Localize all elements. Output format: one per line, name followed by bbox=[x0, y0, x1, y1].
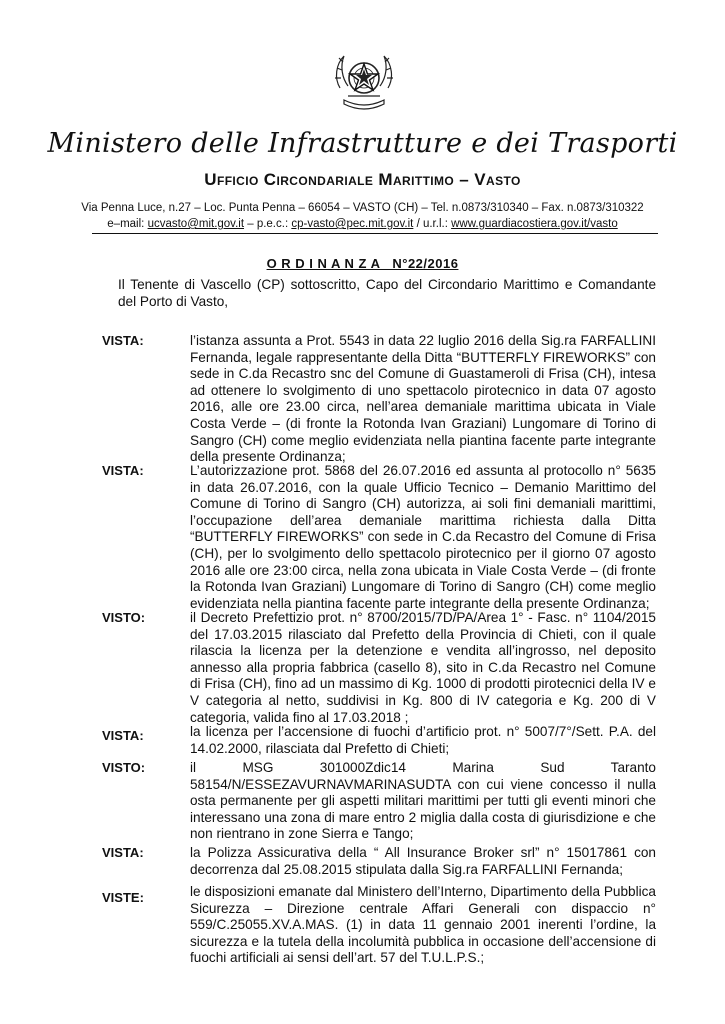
url-label: / u.r.l.: bbox=[413, 218, 452, 230]
recital-label: VISTA: bbox=[102, 463, 144, 478]
office-contacts bbox=[0, 200, 725, 232]
address-line: Via Penna Luce, n.27 – Loc. Punta Penna – 66054 – VASTO (CH) – Tel. n.0873/310340 – Fax. n.0873/310322 bbox=[81, 202, 644, 214]
contact-line bbox=[0, 216, 725, 232]
pec-label: – p.e.c.: bbox=[244, 218, 292, 230]
recital-label: VISTA: bbox=[102, 333, 144, 348]
recital-text: l’istanza assunta a Prot. 5543 in data 22 luglio 2016 della Sig.ra FARFALLINI Fernanda, legale rappresentante della Ditta “BUTTERFLY FIREWORKS” con sede in C.da Recastro snc del Comune di Guastameroli di Frisa (CH), intesa ad ottenere lo svolgimento di uno spettacolo pirotecnico in data 07 agosto 2016, alle ore 23.00 circa, nell’area demaniale marittima ubicata in Viale Costa Verde – (di fronte la Rotonda Ivan Graziani) Lungomare di Torino di Sangro (CH) come meglio evidenziata nella piantina facente parte integrante della presente Ordinanza; bbox=[190, 333, 656, 465]
email-link[interactable]: ucvasto@mit.gov.it bbox=[147, 218, 245, 230]
recital-text: L’autorizzazione prot. 5868 del 26.07.2016 ed assunta al protocollo n° 5635 in data 26.07.2016, con la quale Ufficio Tecnico – Demanio Marittimo del Comune di Torino di Sangro (CH) autorizza, ai soli fini demaniali marittimi, l’occupazione dell’area demaniale marittima richiesta dalla Ditta “BUTTERFLY FIREWORKS” con sede in C.da Recastro del Comune di Frisa (CH), per lo svolgimento dello spettacolo pirotecnico per il giorno 07 agosto 2016 alle ore 23:00 circa, nella zona ubicata in Viale Costa Verde – (di fronte la Rotonda Ivan Graziani) Lungomare di Torino di Sangro (CH) come meglio evidenziata nella piantina facente parte integrante della presente Ordinanza; bbox=[190, 463, 656, 611]
recital-text: la licenza per l’accensione di fuochi d’artificio prot. n° 5007/7°/Sett. P.A. del 14.02.2000, rilasciata dal Prefetto di Chieti; bbox=[190, 724, 656, 756]
website-link[interactable]: www.guardiacostiera.gov.it/vasto bbox=[451, 218, 618, 230]
recital-text: la Polizza Assicurativa della “ All Insurance Broker srl” n° 15017861 con decorrenza dal 25.08.2015 stipulata dalla Sig.ra FARFALLINI Fernanda; bbox=[190, 845, 656, 877]
recital-label: VISTA: bbox=[102, 728, 144, 743]
email-label: e–mail: bbox=[107, 218, 148, 230]
recital-text: le disposizioni emanate dal Ministero dell’Interno, Dipartimento della Pubblica Sicurezza – Direzione centrale Affari Generali con dispaccio n° 559/C.25055.XV.A.MAS. (1) in data 11 gennaio 2001 inerenti l’ordine, la sicurezza e la tutela della incolumità pubblica in occasione dell’accensione di fuochi artificiali ai sensi dell’art. 57 del T.U.L.P.S.; bbox=[190, 884, 656, 966]
recital-label: VISTE: bbox=[102, 890, 144, 905]
ordinance-title-text: O R D I N A N Z A N°22/2016 bbox=[266, 256, 459, 271]
recital-label: VISTO: bbox=[102, 610, 146, 625]
intro-text: Il Tenente di Vascello (CP) sottoscritto, Capo del Circondario Marittimo e Comandante del Porto di Vasto, bbox=[118, 277, 656, 309]
recital-label: VISTA: bbox=[102, 845, 144, 860]
header-divider bbox=[92, 233, 658, 234]
pec-link[interactable]: cp-vasto@pec.mit.gov.it bbox=[291, 218, 414, 230]
office-name: Ufficio Circondariale Marittimo – Vasto bbox=[204, 170, 521, 189]
recital-text: il Decreto Prefettizio prot. n° 8700/2015/7D/PA/Area 1° - Fasc. n° 1104/2015 del 17.03.2015 rilasciato dal Prefetto della Provincia di Chieti, con il quale rilascia la licenza per la detenzione e vendita all’ingrosso, nel deposito annesso alla propria fabbrica (casello 8), sito in C.da Recastro nel Comune di Frisa (CH), fino ad un massimo di Kg. 1000 di prodotti pirotecnici della IV e V categoria al netto, suddivisi in Kg. 800 di IV categoria e Kg. 200 di V categoria, valida fino al 17.03.2018 ; bbox=[190, 610, 656, 725]
recital-text: il MSG 301000Zdic14 Marina Sud Taranto 58154/N/ESSEZAVURNAVMARINASUDTA con cui viene concesso il nulla osta permanente per gli aspetti militari marittimi per tutti gli eventi minori che interessano una zona di mare entro 2 miglia dalla costa di giurisdizione e che non rientrano in zone Sierra e Tango; bbox=[190, 760, 656, 842]
italian-republic-emblem-icon bbox=[330, 48, 398, 114]
ordinance-title bbox=[0, 256, 725, 271]
recital-label: VISTO: bbox=[102, 760, 146, 775]
ministry-name: Ministero delle Infrastrutture e dei Trasporti bbox=[47, 128, 678, 159]
ordinance-intro bbox=[94, 276, 656, 310]
